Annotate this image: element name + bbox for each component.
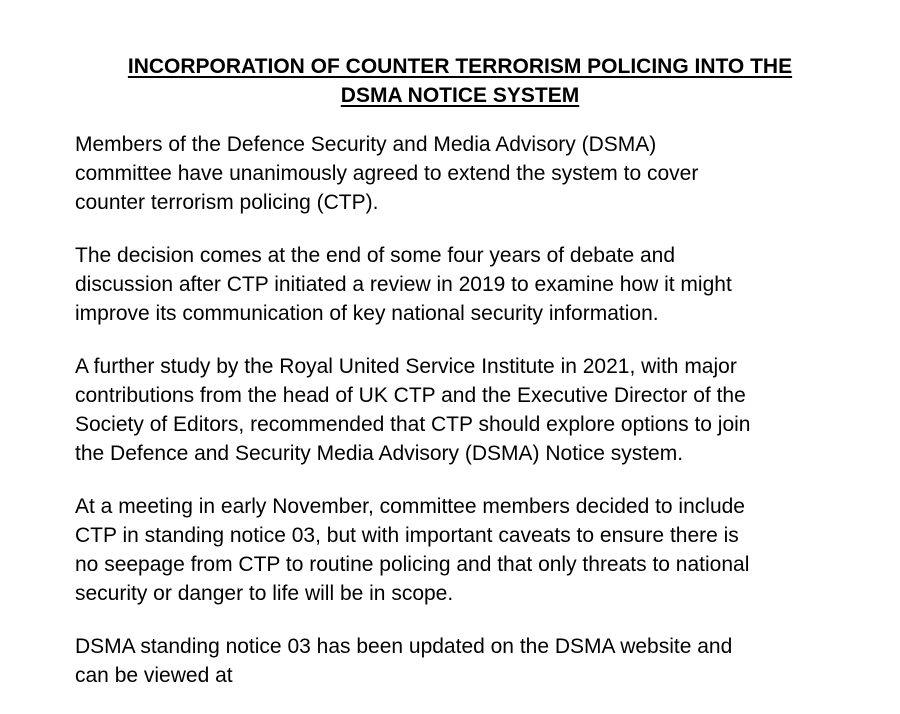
- text-line: committee have unanimously agreed to extend the system to cover: [75, 162, 699, 185]
- document-body: [75, 52, 875, 714]
- paragraph-further-study: [75, 352, 875, 468]
- paragraph-november-meeting: [75, 492, 875, 608]
- text-line: no seepage from CTP to routine policing and that only threats to national: [75, 553, 750, 576]
- text-line: contributions from the head of UK CTP and the Executive Director of the: [75, 384, 746, 407]
- text-line: improve its communication of key national security information.: [75, 302, 659, 325]
- text-line: The decision comes at the end of some four years of debate and: [75, 244, 676, 267]
- paragraph-committee-agreement: [75, 130, 875, 217]
- title-line: DSMA NOTICE SYSTEM: [340, 84, 580, 107]
- text-line: DSMA standing notice 03 has been updated on the DSMA website and: [75, 635, 733, 658]
- paragraph-notice-updated: [75, 632, 875, 690]
- document-title: [75, 52, 845, 110]
- text-line: Members of the Defence Security and Media Advisory (DSMA): [75, 133, 657, 156]
- text-line: discussion after CTP initiated a review in 2019 to examine how it might: [75, 273, 732, 296]
- text-line: counter terrorism policing (CTP).: [75, 191, 379, 214]
- paragraph-decision: [75, 241, 875, 328]
- text-line: Society of Editors, recommended that CTP should explore options to join: [75, 413, 751, 436]
- text-line: At a meeting in early November, committee members decided to include: [75, 495, 745, 518]
- title-line: INCORPORATION OF COUNTER TERRORISM POLICING INTO THE: [127, 55, 793, 78]
- text-line: CTP in standing notice 03, but with important caveats to ensure there is: [75, 524, 739, 547]
- text-line: security or danger to life will be in scope.: [75, 582, 454, 605]
- text-line: can be viewed at: [75, 664, 233, 687]
- text-line: the Defence and Security Media Advisory (DSMA) Notice system.: [75, 442, 684, 465]
- text-line: A further study by the Royal United Service Institute in 2021, with major: [75, 355, 737, 378]
